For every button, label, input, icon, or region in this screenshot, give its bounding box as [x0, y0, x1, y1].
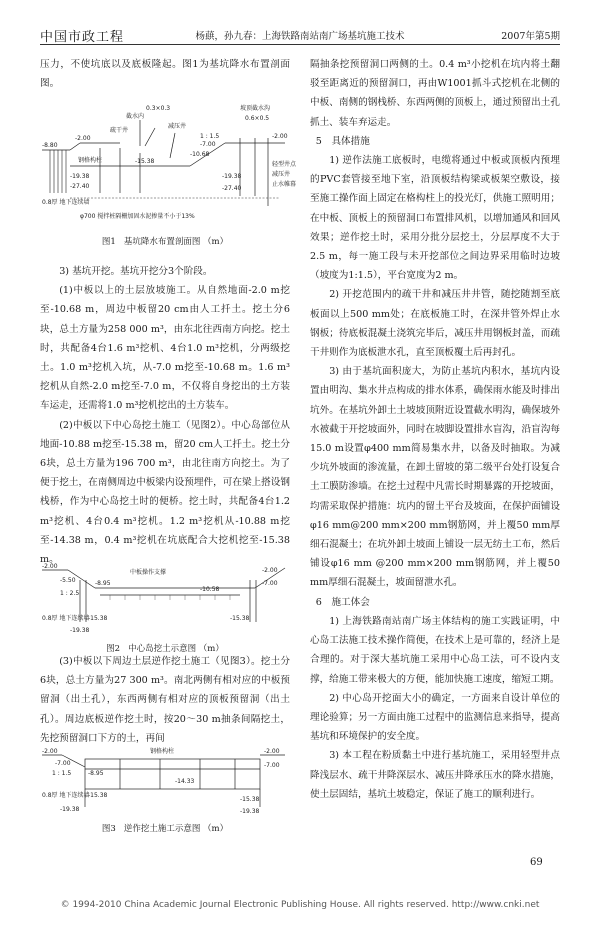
- elev-label: -19.38: [240, 808, 260, 815]
- elev-label: -7.00: [262, 580, 278, 587]
- figure-3-caption: 图3 逆作挖土施工示意图 （m）: [101, 824, 229, 834]
- figure-3: [40, 745, 290, 834]
- wall-label: 0.8厚 地下连续墙: [42, 199, 90, 206]
- paragraph: 3) 本工程在粉质黏土中进行基坑施工，采用轻型井点降浅层水、疏干井降深层水、减压井降承压水的降水措施，使土层固结，基坑土坡稳定，保证了施工的顺利进行。: [310, 750, 560, 800]
- elev-label: -15.38: [240, 796, 260, 803]
- section-heading: 6 施工体会: [315, 596, 370, 608]
- elev-label: -2.00: [42, 563, 58, 570]
- paragraph: 隔抽条挖预留洞口两侧的土。0.4 m³小挖机在坑内将土翻驳至距离近的预留洞口，再由W1001抓斗式挖机在北侧的中板、南侧的钢栈桥、东西两侧的顶板上，通过预留出土孔抓土、装车弃运走。: [310, 59, 560, 128]
- left-column-body: [40, 262, 290, 569]
- figure-2-caption: 图2 中心岛挖土示意图 （m）: [106, 644, 224, 654]
- left-column-top: [40, 55, 290, 93]
- paragraph: 1) 上海铁路南站南广场主体结构的施工实践证明，中心岛工法施工技术操作简便，在技术上是可靠的，经济上是合理的。对于深大基坑施工采用中心岛工法，可不设内支撑，给施工带来极大的方便，能加快施工速度，缩短工期。: [310, 615, 560, 685]
- bracket-label: 钢格构柱: [78, 157, 103, 164]
- page-number: 69: [530, 857, 543, 868]
- elev-label: -14.33: [175, 778, 195, 785]
- slope-label: 1 : 1.5: [200, 133, 220, 140]
- paragraph: 压力，不使坑底以及底板隆起。图1为基坑降水布置剖面图。: [40, 59, 290, 90]
- paragraph: (2)中板以下中心岛挖土施工（见图2）。中心岛部位从地面-10.88 m挖至-15.38 m，留20 cm人工扦土。挖土分6块，总土方量为196 700 m³，由北往南方向挖土。为了便于挖土，在南侧周边中板梁内设预埋件，可在梁上搭设钢栈桥，作为中心岛挖土时的便桥。挖土时，共配备4台1.2 m³挖机、4台0.4 m³挖机。1.2 m³挖机从-10.88 m挖至-14.38 m，0.4 m³挖机在坑底配合大挖机挖至-15.38 m。: [40, 419, 290, 566]
- left-column-lower: [40, 652, 290, 748]
- slope-label: 1 : 1.5: [52, 770, 72, 777]
- curtain-label: 止水帷幕: [272, 181, 297, 188]
- article-running-title: 杨蕻，孙九春：上海铁路南站南广场基坑施工技术: [195, 31, 405, 42]
- elev-label: -19.38: [70, 627, 90, 634]
- figure-1-drawing: [40, 98, 297, 233]
- cut-label: 截水内: [126, 113, 145, 120]
- elev-label: -2.00: [262, 567, 278, 574]
- drain-label: 坡顶截水沟: [240, 105, 271, 112]
- elev-label: -19.38: [60, 806, 80, 813]
- paragraph: (1)中板以上的土层放坡施工。从自然地面-2.0 m挖至-10.68 m，周边中板留20 cm由人工扦土。挖土分6块，总土方量为258 000 m³，由东北往西南方向挖。挖土时，共配备4台1.6 m³挖机、4台1.0 m³挖机，分两级挖土。1.0 m³挖机入坑，从-7.0 m挖至-10.68 m。1.6 m³挖机从自然-2.0 m挖至-7.0 m，不仅将自身挖出的土方装车运走，还需将1.0 m³挖机挖出的土方装车。: [40, 285, 290, 412]
- elev-label: -15.38: [230, 615, 250, 622]
- elev-label: -19.38: [70, 173, 90, 180]
- elev-label: -27.40: [222, 185, 242, 192]
- dim-label: 0.3×0.3: [146, 105, 171, 112]
- journal-name: 中国市政工程: [40, 30, 125, 45]
- elev-label: -2.00: [42, 748, 58, 755]
- paragraph: 2) 中心岛开挖面大小的确定，一方面来自设计单位的理论验算；另一方面由施工过程中的监测信息来指导，提高基坑和环境保护的安全度。: [310, 692, 560, 743]
- elev-label: -2.00: [264, 748, 280, 755]
- light-well-label: 轻型井点: [272, 161, 297, 168]
- elev-label: -15.38: [88, 792, 108, 799]
- elev-label: -2.00: [272, 133, 288, 140]
- bridge-label: 中板操作支撑: [130, 569, 167, 576]
- wall-label: 0.8厚 地下连续墙: [42, 792, 90, 799]
- figure-1: [40, 98, 297, 247]
- elev-label: -19.38: [222, 173, 242, 180]
- elev-label: -10.58: [200, 586, 220, 593]
- well-label: 疏干井: [110, 127, 129, 134]
- paragraph: 1) 逆作法施工底板时，电缆将通过中板或顶板内预埋的PVC套管接至地下室，沿顶板结构梁或板架空敷设，接至施工操作面上固定在格构柱上的投光灯，供施工照明用；在中板、顶板上的预留洞口布置排风机，以增加通风和回风效果；逆作挖土时，采用分批分层挖土，分层厚度不大于2.5 m，每一施工段与未开挖部位之间边界采用临时边坡（坡度为1:1.5），平台宽度为2 m。: [310, 155, 560, 282]
- figure-2-drawing: [40, 560, 290, 640]
- elev-label: -5.50: [60, 577, 76, 584]
- paragraph: 3) 由于基坑面积庞大，为防止基坑内积水，基坑内设置由明沟、集水井点构成的排水体系，确保雨水能及时排出坑外。在基坑外卸土土坡坡顶附近设置截水明沟，确保坡外水被截于开挖坡面外，同时在坡脚设置排水盲沟，沿盲沟每15.0 m设置φ400 mm简易集水井，以备及时抽取。为减少坑外坡面的渗流量，在卸土留坡的第二级平台处打设复合土工膜防渗墙。在挖土过程中凡需长时期暴露的开挖坡面，均需采取保护措施：坑内的留土平台及坡面，在保护面铺设φ16 mm@200 mm×200 mm钢筋网，并上覆50 mm厚细石混凝土；在坑外卸土坡面上铺设一层无纺土工布，然后铺设φ16 mm @200 mm×200 mm钢筋网，并上覆50 mm厚细石混凝土，坡面留泄水孔。: [310, 366, 560, 589]
- elev-label: -7.00: [264, 762, 280, 769]
- reinforce-label: φ700 搅拌桩隔栅加固水泥掺量不小于13%: [80, 213, 195, 220]
- slope-label: 1 : 2.5: [60, 590, 80, 597]
- column-label: 钢格构柱: [150, 748, 175, 755]
- copyright-footer: © 1994-2010 China Academic Journal Electronic Publishing House. All rights reserved. http://www.cnki.net: [60, 900, 540, 910]
- right-column: [310, 55, 560, 804]
- section-heading: 5 具体措施: [315, 135, 370, 147]
- elev-label: -8.80: [42, 142, 58, 149]
- paragraph: (3)中板以下周边土层逆作挖土施工（见图3）。挖土分6块，总土方量为27 300 m³。南北两侧有相对应的中板预留洞（出土孔），东西两侧有相对应的顶板预留洞（出土孔）。周边底板逆作挖土时，按20～30 m抽条间隔挖土，先挖预留洞口下方的土，再间: [40, 656, 290, 744]
- running-header: [40, 22, 560, 45]
- elev-label: -27.40: [70, 183, 90, 190]
- elev-label: -7.00: [55, 760, 71, 767]
- dim-label: 0.6×0.5: [245, 115, 270, 122]
- elev-label: -15.38: [135, 158, 155, 165]
- elev-label: -10.68: [190, 151, 210, 158]
- paragraph: 3) 基坑开挖。基坑开挖分3个阶段。: [59, 266, 213, 277]
- well-label: 减压井: [272, 171, 291, 178]
- paragraph: 2) 开挖范围内的疏干井和减压井井管，随挖随割至底板面以上500 mm处；在底板施工时，在深井管外焊止水钢板；待底板混凝土浇筑完毕后，减压井用钢板封盖，而疏干井则作为底板泄水孔，直至顶板覆土后再封孔。: [310, 289, 560, 359]
- figure-3-drawing: [40, 745, 290, 820]
- wall-label: 0.8厚 地下连续墙: [42, 615, 90, 622]
- issue-label: 2007年第5期: [501, 31, 560, 42]
- elev-label: -8.95: [88, 770, 104, 777]
- elev-label: -8.95: [95, 580, 111, 587]
- figure-1-caption: 图1 基坑降水布置剖面图 （m）: [101, 237, 229, 247]
- elev-label: -7.00: [200, 141, 216, 148]
- figure-2: [40, 560, 290, 654]
- elev-label: -15.38: [88, 615, 108, 622]
- elev-label: -2.00: [75, 135, 91, 142]
- well-label: 减压井: [168, 123, 187, 130]
